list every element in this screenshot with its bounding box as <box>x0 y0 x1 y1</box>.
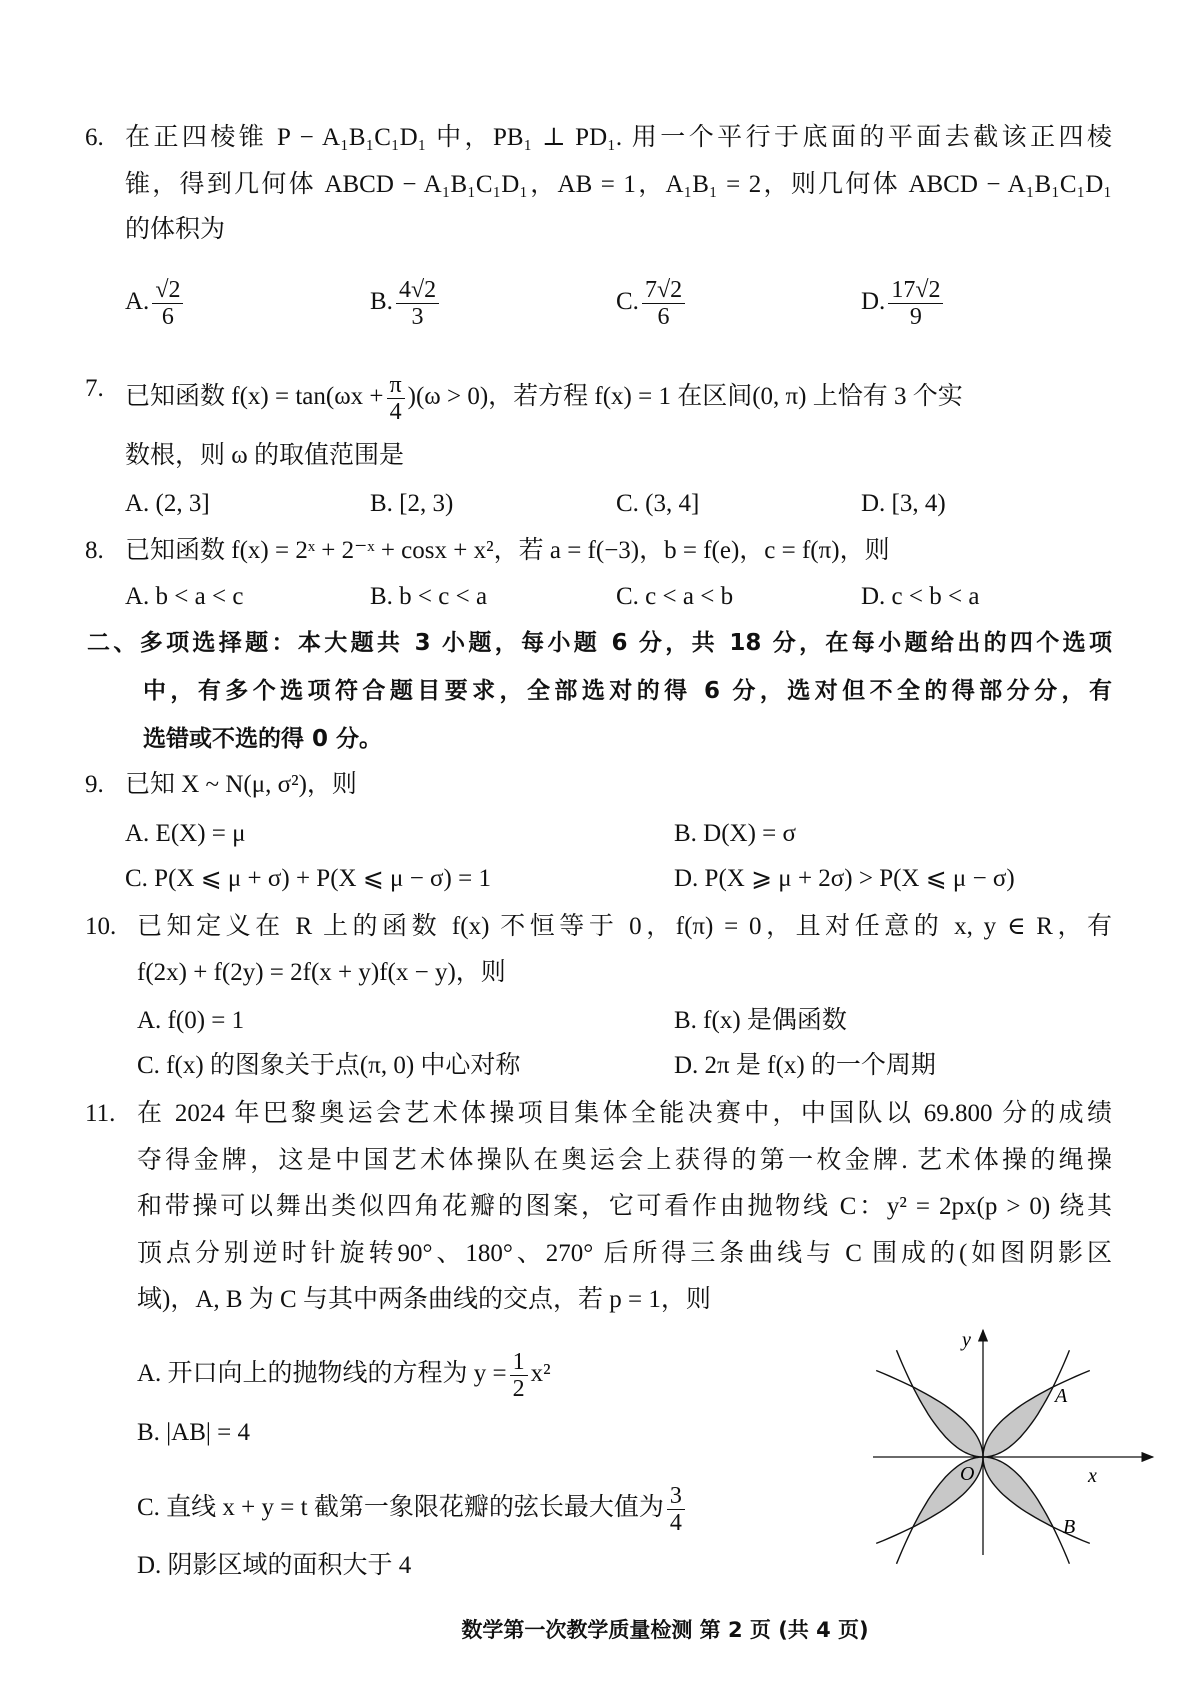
denominator: 4 <box>669 1510 682 1536</box>
section-heading: 二、多项选择题：本大题共 3 小题，每小题 6 分，共 18 分，在每小题给出的四个选项 <box>87 630 1112 656</box>
x-axis-label: x <box>1088 1465 1097 1487</box>
numerator: π <box>387 372 405 399</box>
q10-option-b: B. f(x) 是偶函数 <box>674 1007 847 1034</box>
denominator: 3 <box>411 304 424 330</box>
q7-option-a: A. (2, 3] <box>125 490 210 517</box>
y-axis-label: y <box>962 1329 971 1351</box>
q10-option-c: C. f(x) 的图象关于点(π, 0) 中心对称 <box>137 1052 521 1079</box>
numerator: 17√2 <box>888 277 943 304</box>
q11-line: 顶点分别逆时针旋转90°、180°、270° 后所得三条曲线与 C 围成的(如图阴影区 <box>137 1240 1112 1267</box>
shaded-petal <box>983 1457 1053 1527</box>
shaded-petal <box>913 1387 983 1457</box>
q7-option-c: C. (3, 4] <box>616 490 700 517</box>
q7-line <box>125 372 963 425</box>
denominator: 6 <box>161 304 174 330</box>
q7-line: 数根，则 ω 的取值范围是 <box>125 442 404 469</box>
q6-number: 6. <box>85 124 104 151</box>
q6-option-d <box>861 277 946 330</box>
numerator: √2 <box>152 277 183 304</box>
fraction <box>387 372 405 425</box>
q11-line: 和带操可以舞出类似四角花瓣的图案，它可看作由抛物线 C：y² = 2px(p > 0) 绕其 <box>137 1193 1112 1220</box>
point-a-label: A <box>1055 1385 1068 1407</box>
option-label: B. <box>370 288 393 316</box>
q11-option-b: B. |AB| = 4 <box>137 1419 251 1446</box>
q9-option-a: A. E(X) = μ <box>125 820 246 847</box>
q10-option-d: D. 2π 是 f(x) 的一个周期 <box>674 1052 936 1079</box>
q6-line: 的体积为 <box>125 216 226 243</box>
q10-option-a: A. f(0) = 1 <box>137 1007 245 1034</box>
q11-option-c <box>137 1483 688 1535</box>
q11-line: 在 2024 年巴黎奥运会艺术体操项目集体全能决赛中，中国队以 69.800 分的成绩 <box>137 1100 1112 1127</box>
q6-option-c <box>616 277 688 330</box>
q7-text: 已知函数 f(x) = tan(ωx + <box>125 383 384 411</box>
q6-option-a <box>125 277 186 330</box>
option-text: x² <box>530 1360 551 1388</box>
origin-label: O <box>960 1463 975 1485</box>
q6-line: 在正四棱锥 P − A₁B₁C₁D₁ 中，PB₁ ⊥ PD₁. 用一个平行于底面的平面去截该正四棱 <box>125 124 1112 151</box>
numerator: 3 <box>667 1483 685 1510</box>
q6-option-b <box>370 277 442 330</box>
option-label: D. <box>861 288 886 316</box>
numerator: 4√2 <box>396 277 439 304</box>
q10-number: 10. <box>85 913 117 940</box>
option-label: A. <box>125 288 150 316</box>
q8-number: 8. <box>85 537 104 564</box>
denominator: 4 <box>389 399 402 425</box>
q11-option-a <box>137 1349 551 1401</box>
q9-option-c: C. P(X ⩽ μ + σ) + P(X ⩽ μ − σ) = 1 <box>125 865 491 892</box>
q7-option-d: D. [3, 4) <box>861 490 946 517</box>
q8-option-a: A. b < a < c <box>125 583 244 610</box>
q10-line: f(2x) + f(2y) = 2f(x + y)f(x − y)，则 <box>137 959 506 986</box>
page-footer: 数学第一次教学质量检测 第 2 页 (共 4 页) <box>461 1618 869 1642</box>
fraction <box>510 1349 528 1402</box>
q11-line: 域)，A, B 为 C 与其中两条曲线的交点，若 p = 1，则 <box>137 1286 711 1313</box>
denominator: 6 <box>657 304 670 330</box>
numerator: 1 <box>510 1349 528 1376</box>
q9-option-d: D. P(X ⩾ μ + 2σ) > P(X ⩽ μ − σ) <box>674 865 1015 892</box>
q8-option-d: D. c < b < a <box>861 583 980 610</box>
petal-parabola-figure <box>850 1300 1200 1600</box>
q11-number: 11. <box>85 1100 116 1127</box>
option-text: A. 开口向上的抛物线的方程为 y = <box>137 1360 507 1388</box>
point-b-label: B <box>1063 1516 1076 1538</box>
q7-option-b: B. [2, 3) <box>370 490 454 517</box>
section-heading: 中，有多个选项符合题目要求，全部选对的得 6 分，选对但不全的得部分分，有 <box>143 678 1112 704</box>
fraction <box>396 277 439 330</box>
q11-line: 夺得金牌，这是中国艺术体操队在奥运会上获得的第一枚金牌. 艺术体操的绳操 <box>137 1147 1112 1174</box>
fraction <box>667 1483 685 1536</box>
q10-line: 已知定义在 R 上的函数 f(x) 不恒等于 0，f(π) = 0，且对任意的 x, y ∈ R，有 <box>137 913 1112 940</box>
q8-line: 已知函数 f(x) = 2ˣ + 2⁻ˣ + cosx + x²，若 a = f(−3)，b = f(e)，c = f(π)，则 <box>125 537 890 564</box>
q9-number: 9. <box>85 771 104 798</box>
q6-line: 锥，得到几何体 ABCD − A₁B₁C₁D₁，AB = 1，A₁B₁ = 2，则几何体 ABCD − A₁B₁C₁D₁ <box>125 171 1112 198</box>
section-heading: 选错或不选的得 0 分。 <box>143 726 383 752</box>
q11-option-d: D. 阴影区域的面积大于 4 <box>137 1552 412 1579</box>
fraction <box>642 277 685 330</box>
option-text: C. 直线 x + y = t 截第一象限花瓣的弦长最大值为 <box>137 1494 664 1522</box>
fraction <box>888 277 943 330</box>
option-label: C. <box>616 288 639 316</box>
fraction <box>152 277 183 330</box>
shaded-petal <box>983 1387 1053 1457</box>
q8-option-b: B. b < c < a <box>370 583 488 610</box>
denominator: 9 <box>909 304 922 330</box>
q7-number: 7. <box>85 375 104 402</box>
q7-text: )(ω > 0)，若方程 f(x) = 1 在区间(0, π) 上恰有 3 个实 <box>407 383 963 411</box>
q9-line: 已知 X ~ N(μ, σ²)，则 <box>125 771 357 798</box>
q8-option-c: C. c < a < b <box>616 583 734 610</box>
numerator: 7√2 <box>642 277 685 304</box>
q9-option-b: B. D(X) = σ <box>674 820 797 847</box>
denominator: 2 <box>512 1376 525 1402</box>
